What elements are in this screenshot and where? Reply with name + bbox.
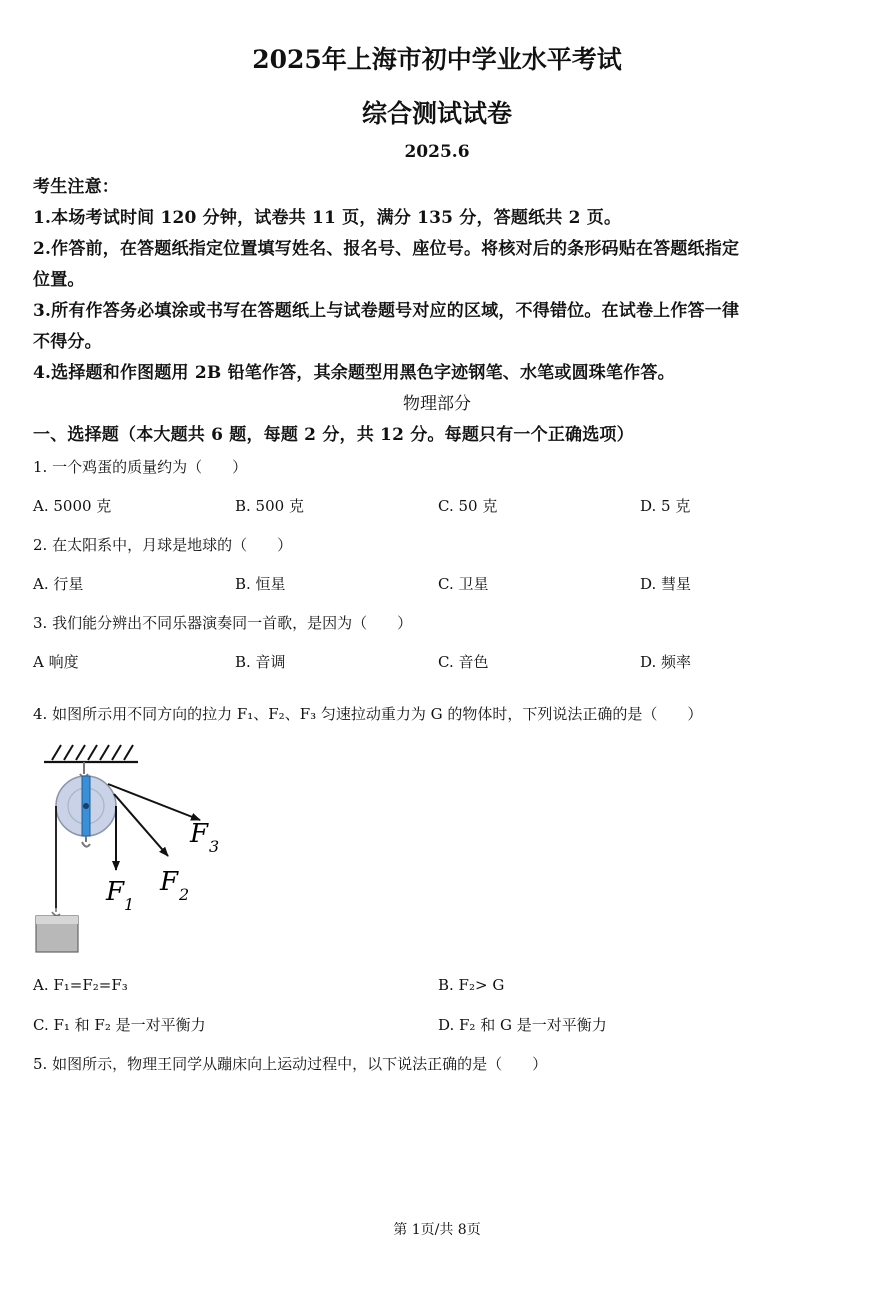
question-stem: 3. 我们能分辨出不同乐器演奏同一首歌，是因为（ ） bbox=[33, 614, 413, 632]
bottom-hook bbox=[82, 836, 90, 847]
exam-subtitle: 综合测试试卷 bbox=[361, 99, 512, 128]
question-stem: 2. 在太阳系中，月球是地球的（ ） bbox=[33, 536, 293, 554]
note-item: 4.选择题和作图题用 2B 铅笔作答，其余题型用黑色字迹钢笔、水笔或圆珠笔作答。 bbox=[33, 363, 675, 383]
option-d: D. 频率 bbox=[640, 653, 692, 671]
option-a: A. 行星 bbox=[33, 575, 84, 593]
option-d: D. F₂ 和 G 是一对平衡力 bbox=[438, 1016, 607, 1034]
option-c: C. 卫星 bbox=[438, 575, 489, 593]
force-f1-subscript: 1 bbox=[124, 895, 135, 914]
option-b: B. F₂> G bbox=[438, 976, 505, 994]
option-d: D. 5 克 bbox=[640, 497, 691, 515]
option-b: B. 恒星 bbox=[235, 575, 286, 593]
force-f3-subscript: 3 bbox=[209, 837, 220, 856]
notes-heading: 考生注意： bbox=[33, 177, 119, 197]
note-item: 位置。 bbox=[33, 270, 85, 290]
question-stem: 5. 如图所示，物理王同学从蹦床向上运动过程中，以下说法正确的是（ ） bbox=[33, 1055, 548, 1073]
part-title: 物理部分 bbox=[403, 394, 471, 414]
option-d: D. 彗星 bbox=[640, 575, 692, 593]
option-a: A. 5000 克 bbox=[33, 497, 112, 515]
option-b: B. 音调 bbox=[235, 653, 286, 671]
option-a: A 响度 bbox=[33, 653, 79, 671]
option-b: B. 500 克 bbox=[235, 497, 304, 515]
top-hook bbox=[80, 762, 88, 777]
option-c: C. 音色 bbox=[438, 653, 489, 671]
page-footer: 第 1页/共 8页 bbox=[393, 1222, 481, 1238]
option-a: A. F₁=F₂=F₃ bbox=[33, 976, 128, 994]
exam-title: 2025年上海市初中学业水平考试 bbox=[252, 45, 622, 74]
pulley-center bbox=[83, 803, 89, 809]
question-stem: 1. 一个鸡蛋的质量约为（ ） bbox=[33, 458, 248, 476]
block-highlight bbox=[36, 916, 78, 924]
note-item: 1.本场考试时间 120 分钟，试卷共 11 页，满分 135 分，答题纸共 2 页。 bbox=[33, 208, 622, 228]
note-item: 2.作答前，在答题纸指定位置填写姓名、报名号、座位号。将核对后的条形码贴在答题纸指定 bbox=[33, 239, 740, 259]
force-f3-label: F bbox=[190, 819, 209, 849]
exam-date: 2025.6 bbox=[404, 142, 470, 162]
note-item: 不得分。 bbox=[33, 332, 102, 352]
note-item: 3.所有作答务必填涂或书写在答题纸上与试卷题号对应的区域，不得错位。在试卷上作答一律 bbox=[33, 301, 740, 321]
option-c: C. F₁ 和 F₂ 是一对平衡力 bbox=[33, 1016, 206, 1034]
option-c: C. 50 克 bbox=[438, 497, 498, 515]
force-f2-subscript: 2 bbox=[179, 885, 190, 904]
pulley-diagram bbox=[28, 738, 238, 958]
ceiling-hatch bbox=[44, 745, 138, 762]
block-hook bbox=[52, 908, 60, 916]
question-stem: 4. 如图所示用不同方向的拉力 F₁、F₂、F₃ 匀速拉动重力为 G 的物体时，下列说法正确的是（ ） bbox=[33, 705, 703, 723]
force-f1-label: F bbox=[106, 877, 125, 907]
force-f2-label: F bbox=[160, 867, 179, 897]
section-title: 一、选择题（本大题共 6 题，每题 2 分，共 12 分。每题只有一个正确选项） bbox=[33, 425, 634, 445]
